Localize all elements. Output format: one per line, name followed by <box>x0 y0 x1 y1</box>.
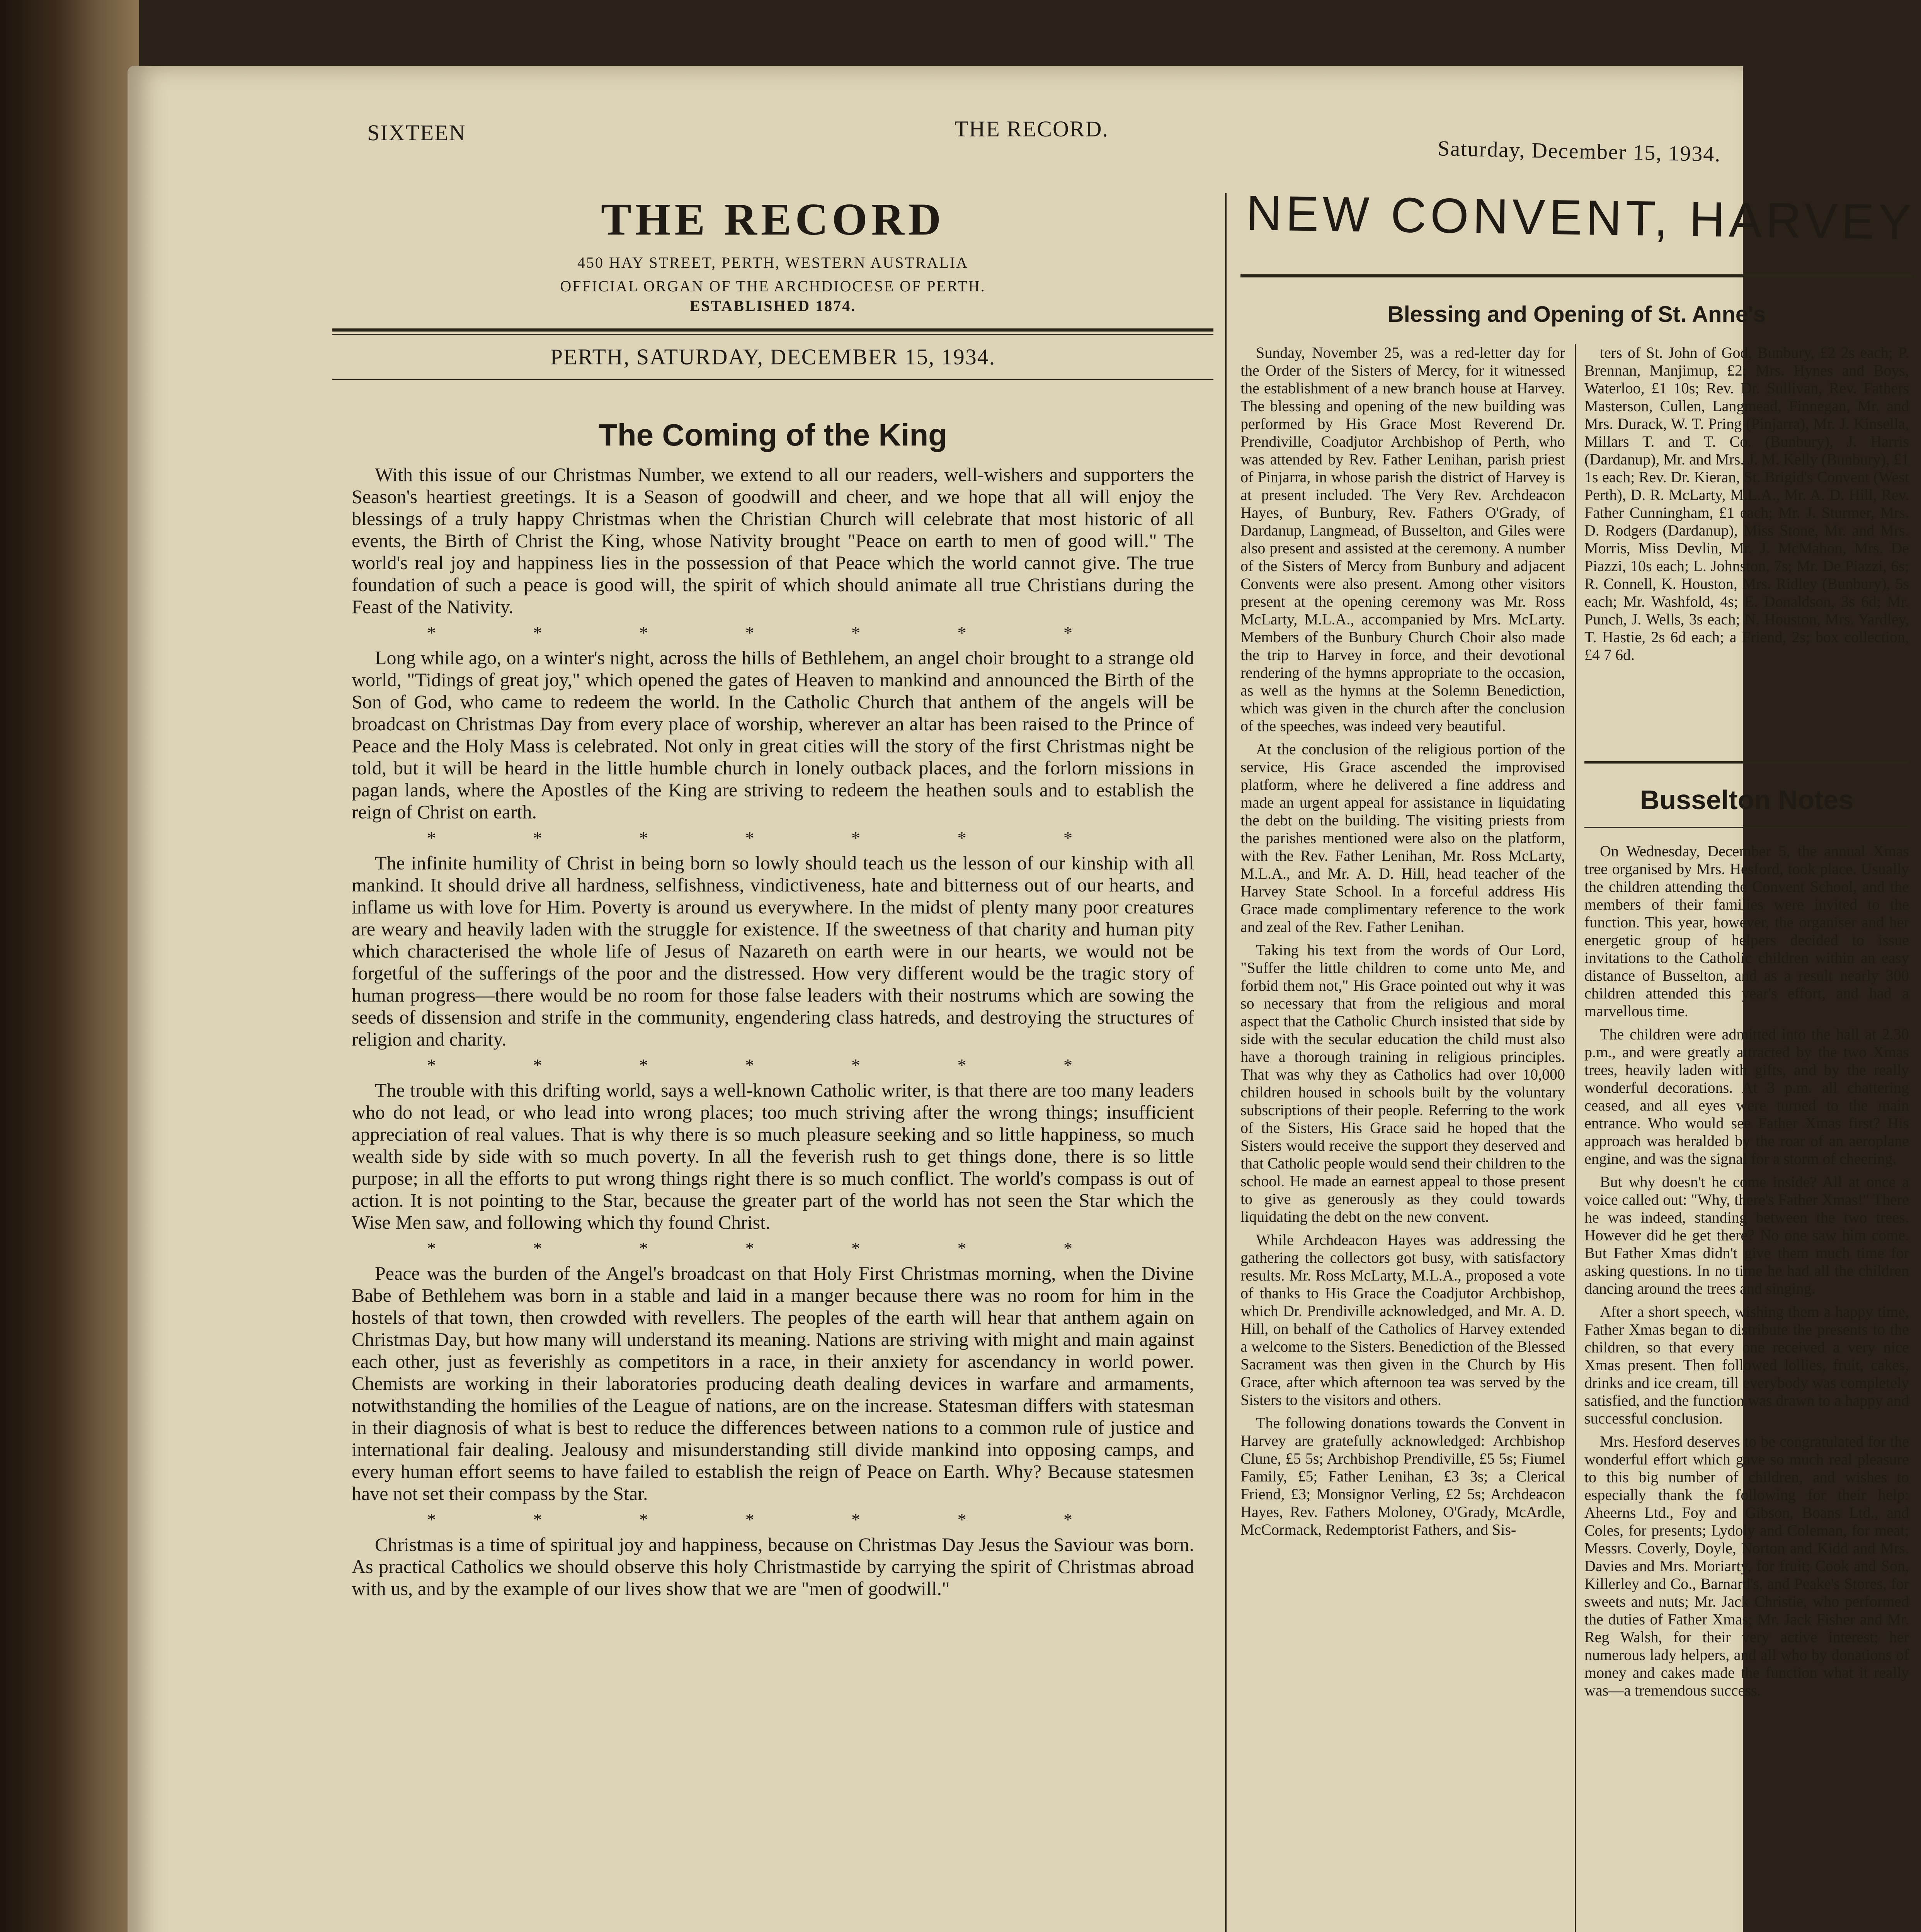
editorial-paragraph: The trouble with this drifting world, says a well-known Catholic writer, is that there are too many leaders who do not lead, or who lead into wrong places; too much striving after the wrong things; insufficient appreciation of real values. That is why there is so much pleasure seeking and so little happiness, so much wealth side by side with so much poverty. In all the feverish rush to get things done, there is so little purpose; in all the efforts to put wrong things right there is so much conflict. The world's compass is out of action. It is not pointing to the Star, because the greater part of the world has not seen the Star which the Wise Men saw, and following which thy found Christ. <box>352 1079 1194 1233</box>
busselton-title: Busselton Notes <box>1640 785 1854 815</box>
busselton-column <box>1584 842 1909 1705</box>
convent-paragraph: Taking his text from the words of Our Lord, "Suffer the little children to come unto Me, and forbid them not," His Grace pointed out why it was so necessary that from the religious and moral aspect that the Catholic Church insisted that side by side with the secular education the child must also have a thorough training in religious principles. That was why they as Catholics had over 10,000 children housed in schools built by the voluntary subscriptions of their people. Referring to the work of the Sisters, His Grace said he hoped that the Sisters would receive the support they deserved and that Catholic people would send their children to the school. He made an earnest appeal to those present to give as generously as they could towards liquidating the debt on the new convent. <box>1240 941 1565 1225</box>
page-number-label: SIXTEEN <box>367 120 466 145</box>
dateline: PERTH, SATURDAY, DECEMBER 15, 1934. <box>550 344 996 369</box>
editorial-paragraph: Long while ago, on a winter's night, across the hills of Bethlehem, an angel choir brought to a strange old world, "Tidings of great joy," which opened the gates of Heaven to mankind and announced the Birth of the Son of God, who came to redeem the world. In the Catholic Church that anthem of the angels will be broadcast on Christmas Day from every place of worship, wherever an altar has been raised to the Prince of Peace and the Holy Mass is celebrated. Not only in great cities will the story of the first Christmas night be told, but it will be heard in the little humble church in lonely outback places, and the forlorn missions in pagan lands, where the Apostles of the King are striving to redeem the heathen souls and to establish the reign of Christ on earth. <box>352 647 1194 823</box>
inner-column-divider <box>1575 344 1576 1932</box>
masthead-address: 450 HAY STREET, PERTH, WESTERN AUSTRALIA <box>577 254 969 271</box>
editorial-body <box>352 464 1194 1604</box>
busselton-paragraph: After a short speech, wishing them a happy time, Father Xmas began to distribute the presents to the children, so that every one received a very nice Xmas present. Then followed lollies, fruit, cakes, drinks and ice cream, till everybody was completely satisfied, and the function was drawn to a happy and successful conclusion. <box>1584 1303 1909 1427</box>
editorial-paragraph: Peace was the burden of the Angel's broadcast on that Holy First Christmas morning, when the Divine Babe of Bethlehem was born in a stable and laid in a manger because there was no room for him in the hostels of that town, then crowded with revellers. The peoples of the earth will hear that anthem again on Christmas Day, but how many will understand its meaning. Nations are striving with might and main against each other, just as feverishly as competitors in a race, in their anxiety for ascendancy in world power. Chemists are working in their laboratories producing death dealing devices in warfare and armaments, notwithstanding the homilies of the League of nations, are on the increase. Statesman differs with statesman in their diagnosis of what is best to reduce the differences between nations to a common rule of justice and international fair dealing. Jealousy and misunderstanding still divide mankind into opposing camps, and every human effort seems to have failed to establish the reign of Peace on Earth. Why? Because statesmen have not set their compass by the Star. <box>352 1262 1194 1504</box>
book-binding <box>0 0 139 1932</box>
busselton-paragraph: The children were admitted into the hall at 2.30 p.m., and were greatly attracted by the two Xmas trees, heavily laden with gifts, and by the really wonderful decorations. At 3 p.m. all chattering ceased, and all eyes were turned to the main entrance. Who would see Father Xmas first? His approach was heralded by the roar of an aeroplane engine, and was the signal for a storm of cheering. <box>1584 1026 1909 1167</box>
convent-paragraph: The following donations towards the Convent in Harvey are gratefully acknowledged: Archbishop Clune, £5 5s; Archbishop Prendiville, £5 5s; Fiumel Family, £5; Father Lenihan, £3 3s; a Clerical Friend, £3; Monsignor Verling, £2 5s; Archdeacon Hayes, Rev. Fathers Moloney, O'Grady, McArdle, McCormack, Redemptorist Fathers, and Sis- <box>1240 1414 1565 1538</box>
masthead <box>359 193 1186 315</box>
convent-donations: ters of St. John of God, Bunbury, £2 2s each; P. Brennan, Manjimup, £2; Mrs. Hynes and Boys, Waterloo, £1 10s; Rev. Dr. Sullivan, Rev. Fathers Masterson, Cullen, Langmead, Finnegan, Mr. and Mrs. Durack, W. T. Pring (Pinjarra), Mr. J. Kinsella, Millars T. and T. Co. (Bunbury), J. Harris (Dardanup), Mr. and Mrs. J. M. Kelly (Bunbury), £1 1s each; Rev. Dr. Kieran, St. Brigid's Convent (West Perth), D. R. McLarty, M.L.A., Mr. A. D. Hill, Rev. Father Cunningham, £1 each; Mr. J. Sturmer, Mrs. D. Rodgers (Dardanup), Miss Stone, Mr. and Mrs. Morris, Miss Devlin, Mr. J. McMahon, Mrs. De Piazzi, 10s each; L. Johnston, 7s; Mr. De Piazzi, 6s; R. Connell, K. Houston, Mrs. Ridley (Bunbury), 5s each; Mr. Washfold, 4s; E. Donaldson, 3s 6d; Mr. Punch, J. Wells, 3s each; N. Houston, Mrs. Yardley, T. Hastie, 2s 6d each; a Friend, 2s; box collection, £4 7 6d. <box>1584 344 1909 663</box>
running-date: Saturday, December 15, 1934. <box>1437 136 1722 167</box>
editorial-paragraph: With this issue of our Christmas Number, we extend to all our readers, well-wishers and supporters the Season's heartiest greetings. It is a Season of goodwill and cheer, and we hope that all will enjoy the blessings of a truly happy Christmas when the Christian Church will celebrate that most historic of all events, the Birth of Christ the King, whose Nativity brought "Peace on earth to men of good will." The world's real joy and happiness lies in the possession of that Peace which the world cannot give. The true foundation of such a peace is good will, the spirit of which should animate all true Christians during the Feast of the Nativity. <box>352 464 1194 617</box>
running-paper-name: THE RECORD. <box>955 116 1109 141</box>
editorial-paragraph: The infinite humility of Christ in being born so lowly should teach us the lesson of our kinship with all mankind. It should drive all hardness, selfishness, vindictiveness, hate and bitterness out of our hearts, and inflame us with love for Him. Poverty is around us everywhere. In the midst of plenty many poor creatures are weary and heavily laden with the struggle for existence. If the sweetness of that charity and human pity which characterised the whole life of Jesus of Nazareth on earth were in our hearts, we would not be forgetful of the sufferings of the poor and the distressed. How very different would be the tragic story of human progress—there would be no room for those false leaders with their nostrums which are sowing the seeds of dissension and strife in the community, engendering class hatreds, and destroying the structures of religion and charity. <box>352 852 1194 1050</box>
busselton-rule <box>1584 761 1909 764</box>
convent-title: NEW CONVENT, HARVEY <box>1246 185 1916 250</box>
convent-paragraph: While Archdeacon Hayes was addressing the gathering the collectors got busy, with satisfactory results. Mr. Ross McLarty, M.L.A., proposed a vote of thanks to His Grace the Coadjutor Archbishop, which Dr. Prendiville acknowledged, and Mr. A. D. Hill, on behalf of the Catholics of Harvey extended a welcome to the Sisters. Benediction of the Blessed Sacrament was then given in the Church by His Grace, after which afternoon tea was served by the Sisters to the visitors and others. <box>1240 1231 1565 1408</box>
convent-rule <box>1240 274 1913 277</box>
editorial-paragraph: Christmas is a time of spiritual joy and happiness, because on Christmas Day Jesus the Saviour was born. As practical Catholics we should observe this holy Christmastide by carrying the spirit of Christmas abroad with us, and by the example of our lives show that we are "men of goodwill." <box>352 1534 1194 1599</box>
separator-stars: * * * * * * * <box>427 1055 1119 1075</box>
masthead-organ: OFFICIAL ORGAN OF THE ARCHDIOCESE OF PERTH. <box>560 277 986 295</box>
separator-stars: * * * * * * * <box>427 1510 1119 1529</box>
busselton-paragraph: Mrs. Hesford deserves to be congratulated for the wonderful effort which gave so much real pleasure to this big number of children, and wishes to especially thank the following for their help: Aheerns Ltd., Foy and Gibson, Boans Ltd., and Coles, for presents; Lydoly and Coleman, for meat; Messrs. Coverly, Doyle, Norton and Kidd and Mrs. Davies and Mrs. Moriarty, for fruit; Cook and Son, Killerley and Co., Barnard's, and Peake's Stores, for sweets and nuts; Mr. Jack Christie, who performed the duties of Father Xmas; Mr. Jack Fisher and Mr. Reg Walsh, for their very active interest; her numerous lady helpers, and all who by donations of money and cakes made the function what it really was—a tremendous success. <box>1584 1433 1909 1699</box>
separator-stars: * * * * * * * <box>427 623 1119 643</box>
busselton-paragraph: On Wednesday, December 5, the annual Xmas tree organised by Mrs. Hesford, took place. Usually the children attending the Convent School, and the members of their families were invited to the function. This year, however, the organiser and her energetic group of helpers decided to issue invitations to the Catholic children within an easy distance of Busselton, and as a result nearly 300 children attended this year's effort, and had a marvellous time. <box>1584 842 1909 1020</box>
busselton-paragraph: But why doesn't he come inside? All at once a voice called out: "Why, there's Father Xmas!" There he was indeed, standing between the two trees. However did he get there? No one saw him come. But Father Xmas didn't give them much time for asking questions. In no time he had all the children dancing around the trees and singing. <box>1584 1173 1909 1297</box>
masthead-established: ESTABLISHED 1874. <box>689 297 856 315</box>
column-divider <box>1225 193 1227 1932</box>
masthead-title: THE RECORD <box>601 194 945 245</box>
separator-stars: * * * * * * * <box>427 828 1119 848</box>
dateline-rule <box>332 379 1213 380</box>
convent-subtitle: Blessing and Opening of St. Anne's <box>1387 302 1766 327</box>
masthead-rule-top <box>332 328 1213 332</box>
convent-paragraph: Sunday, November 25, was a red-letter day for the Order of the Sisters of Mercy, for it witnessed the establishment of a new branch house at Harvey. The blessing and opening of the new building was performed by His Grace Most Reverend Dr. Prendiville, Coadjutor Archbishop of Perth, who was attended by Rev. Father Lenihan, parish priest of Pinjarra, in whose parish the district of Harvey is at present included. The Very Rev. Archdeacon Hayes, of Bunbury, Rev. Fathers O'Grady, of Dardanup, Langmead, of Busselton, and Giles were also present and assisted at the ceremony. A number of the Sisters of Mercy from Bunbury and adjacent Convents were also present. Among other visitors present at the opening ceremony was Mr. Ross McLarty, M.L.A., accompanied by Mrs. McLarty. Members of the Bunbury Church Choir also made the trip to Harvey in force, and their devotional rendering of the hymns appropriate to the occasion, as well as the hymns at the Solemn Benediction, which was given in the church after the conclusion of the speeches, was indeed very beautiful. <box>1240 344 1565 735</box>
masthead-rule-top-thin <box>332 334 1213 335</box>
convent-column-2 <box>1584 344 1909 669</box>
busselton-rule-thin <box>1584 827 1909 828</box>
convent-column-1 <box>1240 344 1565 1544</box>
separator-stars: * * * * * * * <box>427 1238 1119 1258</box>
newspaper-page <box>128 66 1916 1932</box>
convent-paragraph: At the conclusion of the religious portion of the service, His Grace ascended the improvised platform, where he delivered a fine address and made an urgent appeal for assistance in liquidating the debt on the building. The visiting priests from the parishes mentioned were also on the platform, with the Rev. Father Lenihan, Mr. Ross McLarty, M.L.A., and Mr. A. D. Hill, head teacher of the Harvey State School. In a forceful address His Grace made complimentary reference to the work and zeal of the Rev. Father Lenihan. <box>1240 740 1565 935</box>
editorial-title: The Coming of the King <box>598 418 948 452</box>
